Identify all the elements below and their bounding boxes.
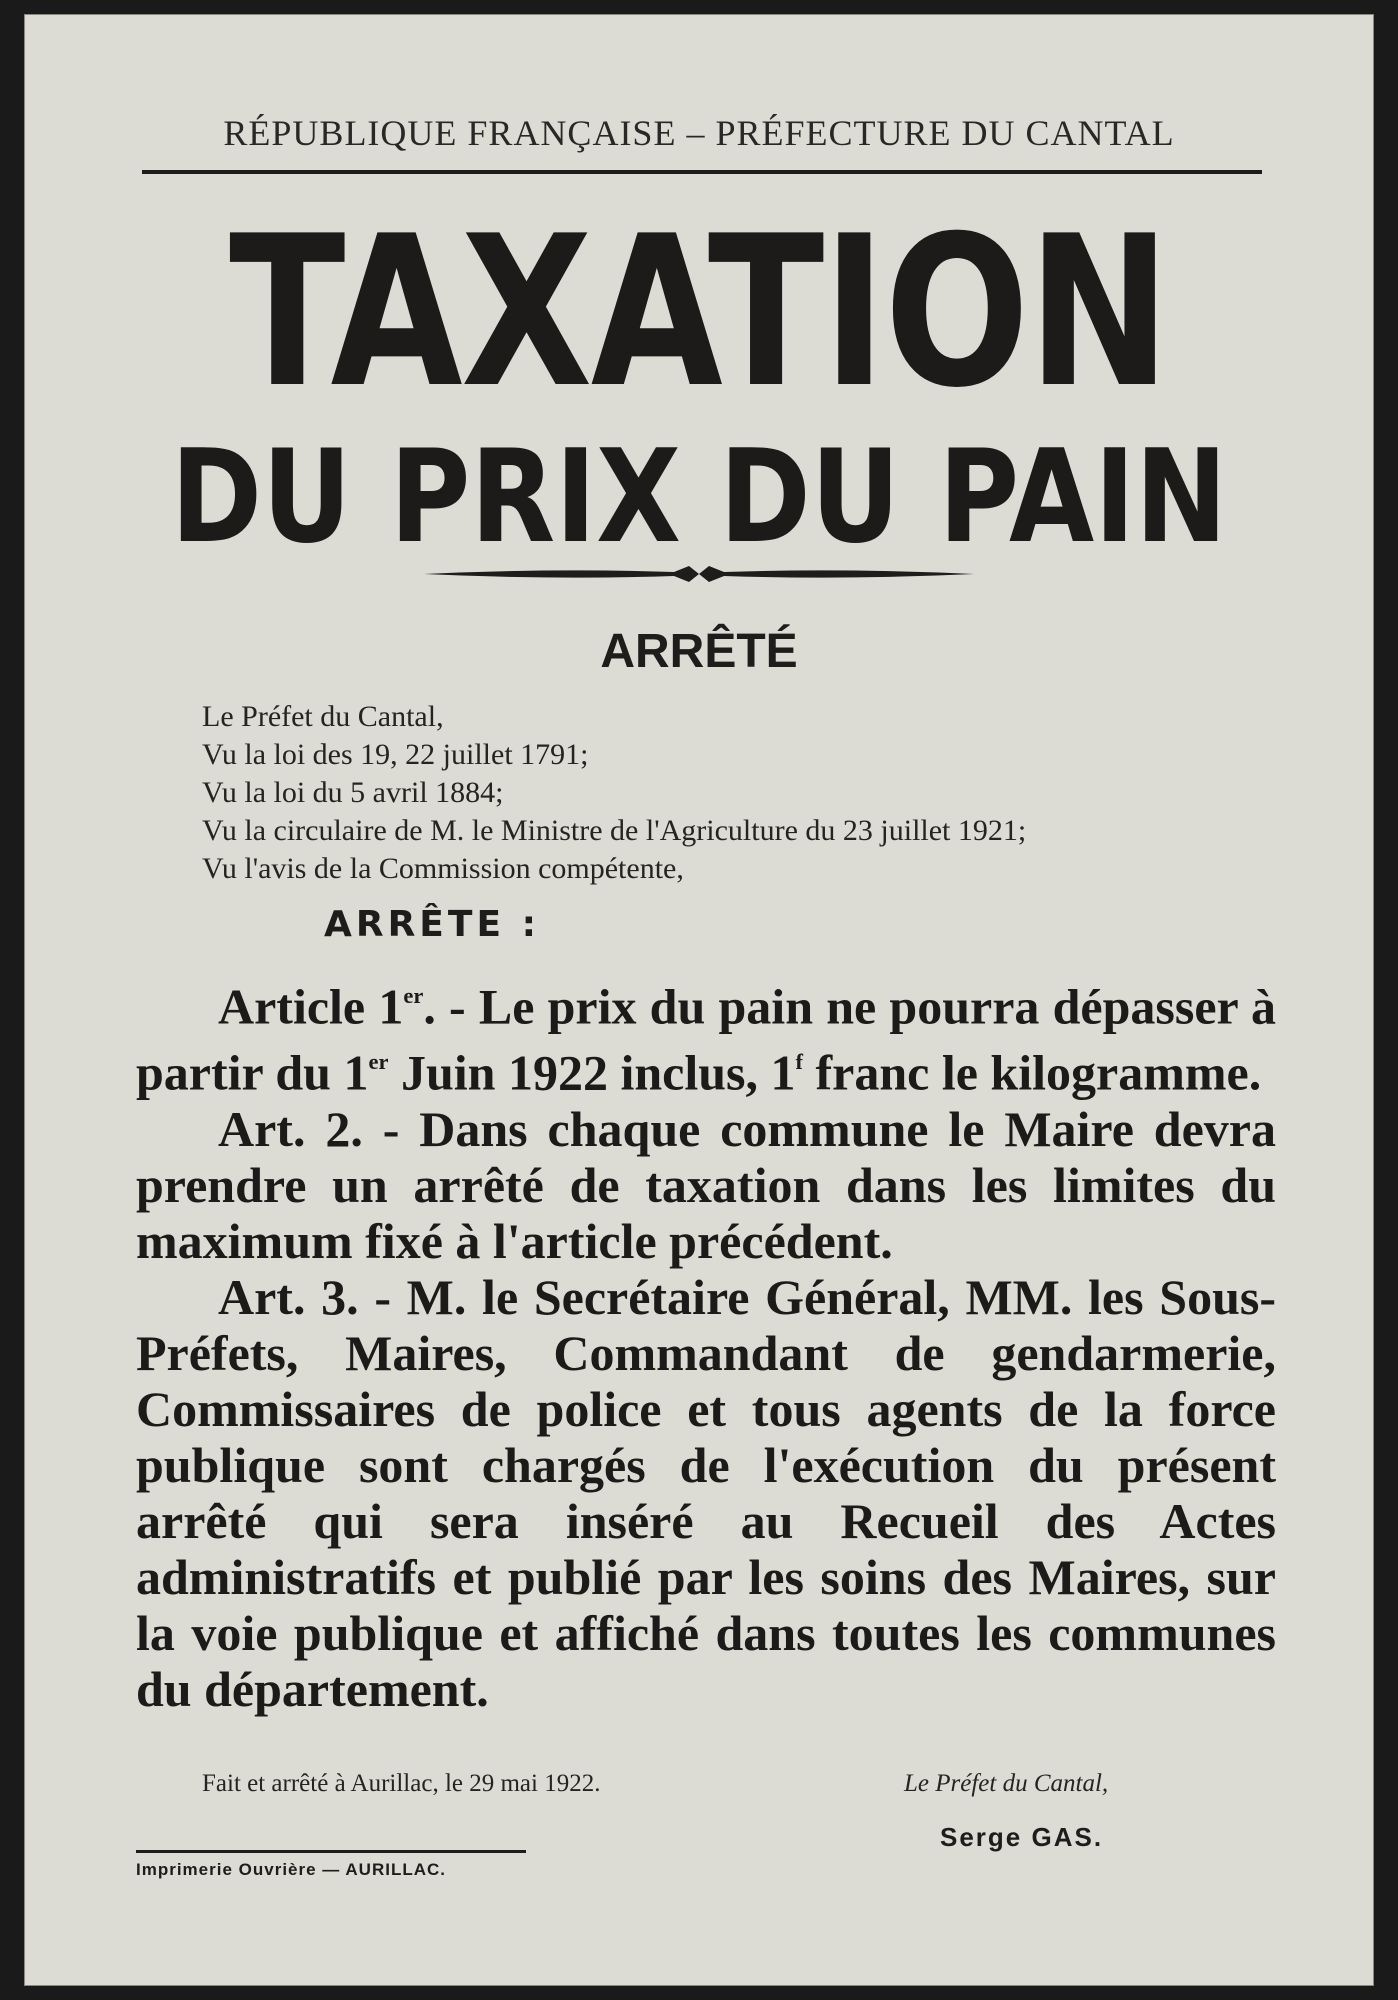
printer-rule [136, 1850, 526, 1853]
ornament-divider [424, 562, 974, 586]
considerants-block [202, 698, 1026, 888]
signature-name: Serge GAS. [940, 1822, 1104, 1852]
title-taxation: TAXATION [229, 192, 1169, 434]
arrete-label: ARRÊTE : [324, 904, 540, 945]
article-3: Art. 3. - M. le Secrétaire Général, MM. les Sous-Préfets, Maires, Commandant de gendarmerie, Commissaires de police et tous agents de la force publique sont chargés de l'exécution du présent arrêté qui sera inséré au Recueil des Actes administratifs et publié par les soins des Maires, sur la voie publique et affiché dans toutes les communes du département. [136, 1268, 1276, 1717]
article-1 [136, 968, 1276, 1101]
article-2: Art. 2. - Dans chaque commune le Maire devra prendre un arrêté de taxation dans les limites du maximum fixé à l'article précédent. [136, 1100, 1276, 1269]
considerant-line: Vu l'avis de la Commission compétente, [202, 852, 684, 885]
considerant-line: Vu la loi du 5 avril 1884; [202, 776, 504, 809]
title-prix-du-pain: DU PRIX DU PAIN [170, 423, 1228, 572]
considerant-line: Vu la circulaire de M. le Ministre de l'Agriculture du 23 juillet 1921; [202, 814, 1027, 847]
article-1-text-a: . - Le prix du pain ne pourra dépasser à partir du 1 [136, 978, 1276, 1101]
article-1-sup-2: er [368, 1049, 389, 1075]
header-republique: RÉPUBLIQUE FRANÇAISE – PRÉFECTURE DU CANTAL [223, 113, 1175, 153]
considerant-line: Vu la loi des 19, 22 juillet 1791; [202, 738, 589, 771]
poster-sheet [24, 14, 1374, 1986]
fait-a-aurillac: Fait et arrêté à Aurillac, le 29 mai 1922. [202, 1770, 601, 1797]
considerant-line: Le Préfet du Cantal, [202, 700, 444, 733]
section-title-arrete: ARRÊTÉ [600, 625, 798, 678]
header-rule [142, 170, 1262, 174]
article-1-text-b: Juin 1922 inclus, 1 [388, 1044, 796, 1101]
article-1-text-c: franc le kilogramme. [803, 1044, 1262, 1101]
article-1-label: Article 1 [218, 978, 404, 1035]
articles-body [136, 968, 1276, 1717]
printer-imprint: Imprimerie Ouvrière — AURILLAC. [136, 1860, 446, 1879]
article-1-sup: er [403, 983, 424, 1008]
article-1-sup-3: f [795, 1049, 803, 1075]
signature-title: Le Préfet du Cantal, [904, 1770, 1109, 1797]
